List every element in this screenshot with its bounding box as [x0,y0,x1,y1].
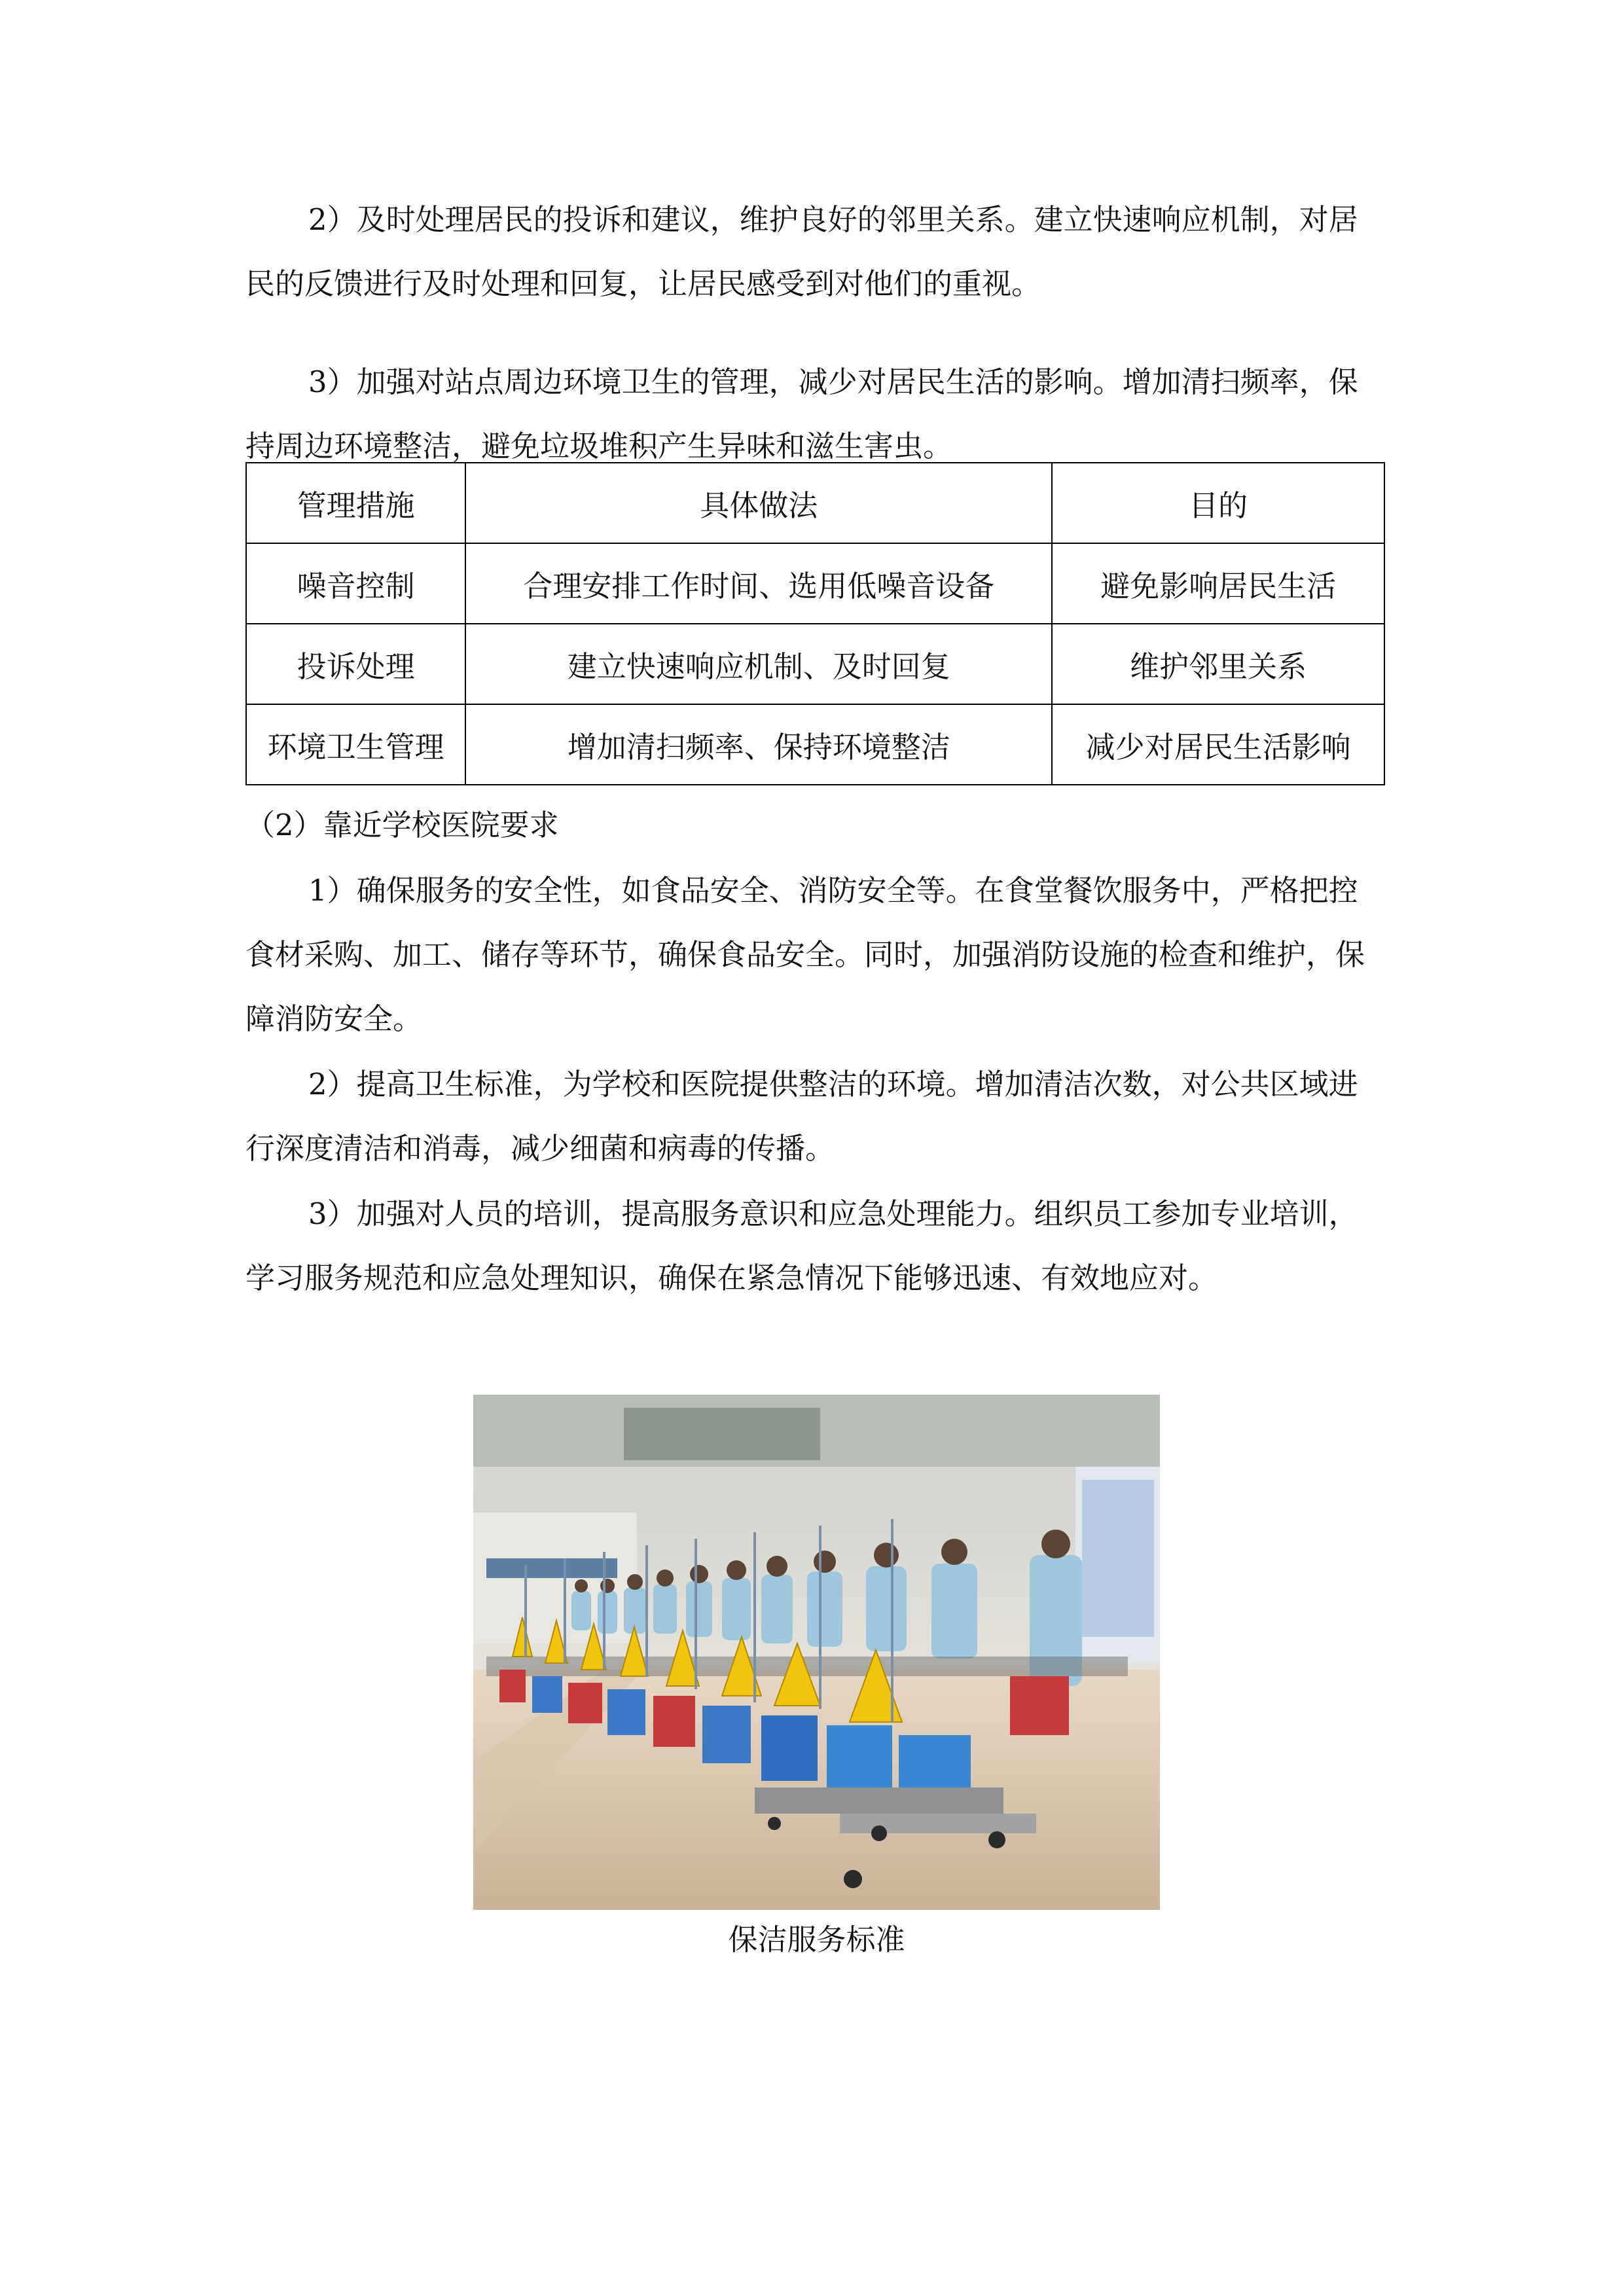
table-cell: 环境卫生管理 [246,704,465,785]
table-cell: 避免影响居民生活 [1052,543,1384,624]
table-cell: 建立快速响应机制、及时回复 [465,624,1052,704]
table-row [246,543,1384,624]
table-cell: 噪音控制 [246,543,465,624]
table-header-row [246,463,1384,543]
section-heading: （2）靠近学校医院要求 [245,808,559,842]
table-header-cell: 目的 [1052,463,1384,543]
measures-table [245,462,1385,785]
table-cell: 增加清扫频率、保持环境整洁 [465,704,1052,785]
cleaning-staff-photo [473,1395,1160,1910]
paragraph-staff-training: 3）加强对人员的培训，提高服务意识和应急处理能力。组织员工参加专业培训，学习服务规范和应急处理知识，确保在紧急情况下能够迅速、有效地应对。 [245,1196,1358,1295]
paragraph-safety: 1）确保服务的安全性，如食品安全、消防安全等。在食堂餐饮服务中，严格把控食材采购、加工、储存等环节，确保食品安全。同时，加强消防设施的检查和维护，保障消防安全。 [245,873,1365,1036]
paragraph-environment-management: 3）加强对站点周边环境卫生的管理，减少对居民生活的影响。增加清扫频率，保持周边环境整洁，避免垃圾堆积产生异味和滋生害虫。 [245,365,1358,463]
paragraph-hygiene-standard: 2）提高卫生标准，为学校和医院提供整洁的环境。增加清洁次数，对公共区域进行深度清洁和消毒，减少细菌和病毒的传播。 [245,1067,1358,1166]
table-header-cell: 具体做法 [465,463,1052,543]
table-cell: 减少对居民生活影响 [1052,704,1384,785]
table-cell: 维护邻里关系 [1052,624,1384,704]
paragraph-complaint-handling: 2）及时处理居民的投诉和建议，维护良好的邻里关系。建立快速响应机制，对居民的反馈进行及时处理和回复，让居民感受到对他们的重视。 [245,202,1358,301]
table-cell: 合理安排工作时间、选用低噪音设备 [465,543,1052,624]
figure-caption: 保洁服务标准 [728,1922,905,1957]
table-row [246,624,1384,704]
table-cell: 投诉处理 [246,624,465,704]
table-header-cell: 管理措施 [246,463,465,543]
table-row [246,704,1384,785]
